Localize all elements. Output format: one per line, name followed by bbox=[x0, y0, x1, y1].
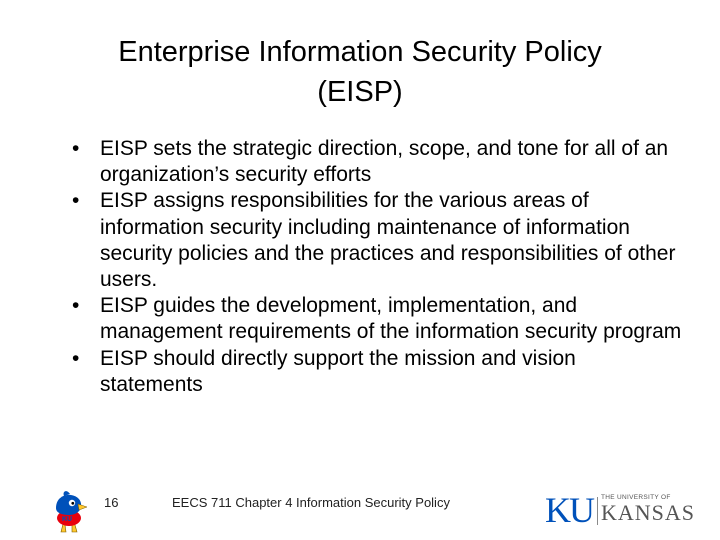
footer-course-text: EECS 711 Chapter 4 Information Security Policy bbox=[172, 495, 450, 510]
bullet-list bbox=[72, 136, 682, 398]
ku-logo-divider bbox=[597, 497, 598, 525]
bullet-text: EISP sets the strategic direction, scope, and tone for all of an organization’s security efforts bbox=[100, 137, 669, 187]
svg-text:KU: KU bbox=[62, 516, 73, 523]
jayhawk-mascot-icon bbox=[50, 490, 88, 539]
ku-logo-letters: KU bbox=[545, 490, 593, 530]
slide-title-line-1: Enterprise Information Security Policy bbox=[118, 36, 602, 68]
bullet-dot: • bbox=[72, 346, 80, 370]
bullet-item bbox=[72, 293, 682, 345]
slide-title bbox=[40, 32, 680, 112]
bullet-item bbox=[72, 136, 682, 188]
bullet-text: EISP guides the development, implementation, and management requirements of the information security program bbox=[100, 294, 682, 344]
ku-logo-name: KANSAS bbox=[601, 500, 696, 525]
ku-logo bbox=[545, 490, 696, 530]
slide-title-line-2: (EISP) bbox=[317, 76, 403, 108]
page-number: 16 bbox=[104, 495, 119, 510]
bullet-text: EISP should directly support the mission and vision statements bbox=[100, 346, 576, 396]
bullet-dot: • bbox=[72, 137, 80, 160]
bullet-dot: • bbox=[72, 294, 80, 318]
bullet-dot: • bbox=[72, 189, 80, 213]
bullet-item bbox=[72, 346, 682, 398]
bullet-text: EISP assigns responsibilities for the various areas of information security including maintenance of information security policies and the practices and responsibilities of other users. bbox=[100, 189, 676, 292]
bullet-item bbox=[72, 188, 682, 293]
ku-logo-university: THE UNIVERSITY OF bbox=[601, 494, 671, 501]
